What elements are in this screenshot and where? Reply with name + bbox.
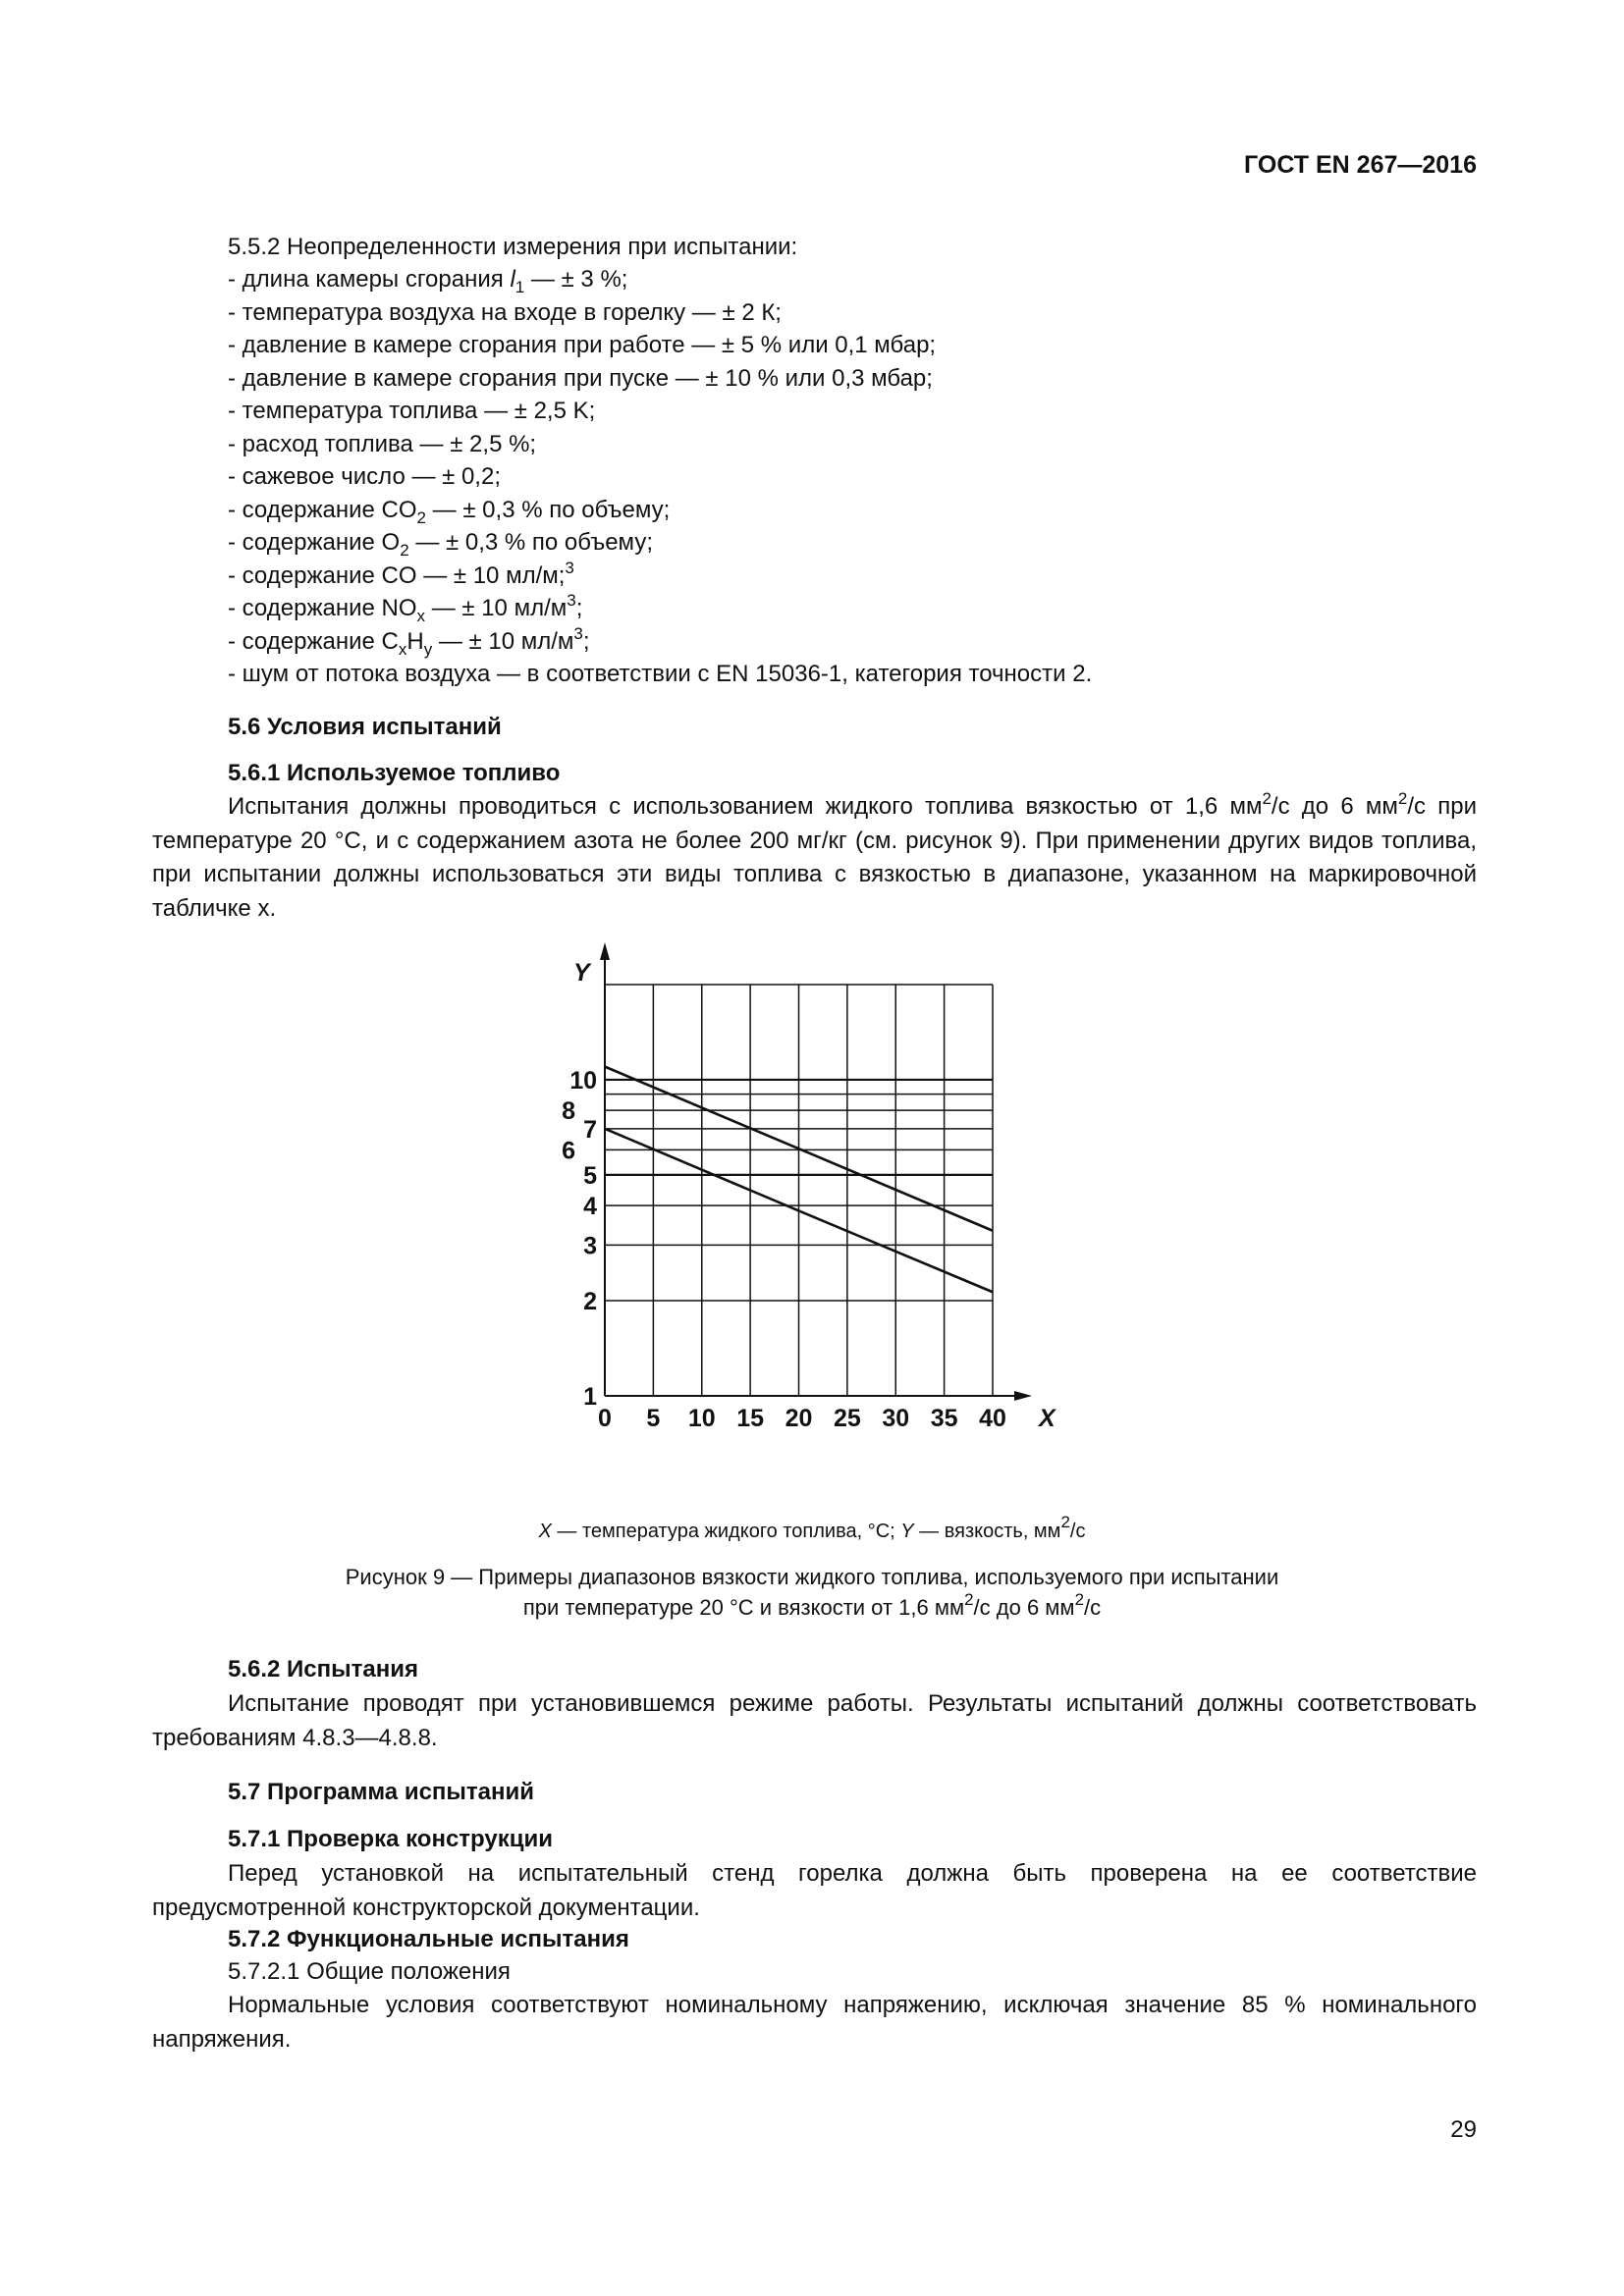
- list-item: [228, 526, 653, 560]
- x-tick-label: 30: [882, 1405, 910, 1432]
- figure-caption-line2: [0, 1592, 1624, 1623]
- figure-legend: [0, 1513, 1624, 1547]
- x-tick-label: 25: [833, 1405, 861, 1432]
- list-item-pre: - содержание NO: [228, 595, 417, 621]
- figure-caption-line1: Рисунок 9 — Примеры диапазонов вязкости жидкого топлива, используемого при испытании: [345, 1565, 1279, 1589]
- list-item: [228, 560, 574, 593]
- section-5-6-2-text: Испытание проводят при установившемся режиме работы. Результаты испытаний должны соответствовать требованиям 4.8.3—4.8.8.: [152, 1690, 1477, 1751]
- section-5-7-1-title: 5.7.1 Проверка конструкции: [228, 1826, 554, 1852]
- text-part: /с до 6 мм: [1271, 793, 1398, 820]
- list-item-pre: - содержание O: [228, 529, 401, 556]
- list-item-post: ;: [558, 561, 566, 589]
- list-item-post: — ± 3 %;: [524, 266, 628, 293]
- x-tick-label: 20: [785, 1405, 813, 1432]
- list-item: [228, 428, 536, 461]
- list-item-post2: ;: [582, 627, 590, 655]
- list-item-pre: - расход топлива — ± 2,5 %;: [228, 430, 537, 457]
- list-item-sub: x: [416, 607, 426, 625]
- section-5-7-title: 5.7 Программа испытаний: [228, 1779, 535, 1805]
- section-5-7-2-1-text: Нормальные условия соответствуют номинальному напряжению, исключая значение 85 % номинального напряжения.: [152, 1992, 1477, 2053]
- list-item-pre: - сажевое число — ± 0,2;: [228, 463, 501, 490]
- list-item: [228, 263, 627, 296]
- list-item: [228, 625, 590, 659]
- list-item-sup: 3: [567, 591, 576, 610]
- list-item-sub2: y: [423, 639, 433, 659]
- page-number: 29: [1450, 2116, 1477, 2143]
- y-axis-label: Y: [573, 959, 590, 987]
- section-5-6-1-title: 5.6.1 Используемое топливо: [228, 760, 561, 786]
- list-item-mid: H: [406, 627, 424, 655]
- y-axis-arrow-icon: [600, 942, 610, 960]
- list-item-pre: - содержание CO: [228, 496, 417, 523]
- section-5-7-2-1-title: 5.7.2.1 Общие положения: [228, 1958, 511, 1985]
- list-item-pre: - содержание CO — ± 10 мл/м: [228, 561, 559, 589]
- list-item: [228, 658, 1092, 691]
- list-item: [228, 395, 595, 428]
- list-item-pre: - давление в камере сгорания при работе — ± 5 % или 0,1 мбар;: [228, 332, 937, 358]
- viscosity-chart: [550, 942, 1139, 1492]
- text-part: при температуре 20 °С и вязкости от 1,6 мм: [522, 1595, 965, 1620]
- list-item-sub: 1: [514, 278, 525, 296]
- list-item-sub: x: [398, 639, 407, 659]
- list-item-pre: - температура топлива — ± 2,5 K;: [228, 398, 596, 424]
- list-item: [228, 329, 936, 362]
- list-item-pre: - длина камеры сгорания: [228, 266, 511, 293]
- list-item-post: — ± 10 мл/м: [432, 627, 574, 655]
- text-part: /с до 6 мм: [973, 1595, 1075, 1620]
- legend-x-text: — температура жидкого топлива, °С;: [551, 1521, 901, 1542]
- superscript: 2: [1060, 1513, 1070, 1531]
- list-item-post: — ± 10 мл/м: [425, 595, 568, 621]
- legend-x: X: [538, 1521, 552, 1542]
- list-item: [228, 494, 670, 527]
- text-part: Испытания должны проводиться с использованием жидкого топлива вязкостью от 1,6 мм: [228, 793, 1263, 820]
- x-axis-arrow-icon: [1014, 1391, 1032, 1401]
- section-5-6-title: 5.6 Условия испытаний: [228, 714, 502, 740]
- section-5-7-1-text: Перед установкой на испытательный стенд горелка должна быть проверена на ее соответствие предусмотренной конструкторской документации.: [152, 1860, 1477, 1921]
- list-item-post: — ± 0,3 % по объему;: [408, 529, 653, 556]
- y-tick-label: 8: [562, 1097, 575, 1126]
- x-axis-label: X: [1039, 1405, 1056, 1432]
- list-item-post2: ;: [575, 595, 583, 621]
- section-5-7-2-title: 5.7.2 Функциональные испытания: [228, 1926, 629, 1952]
- y-tick-label: 4: [583, 1193, 597, 1221]
- list-item-it: l: [510, 266, 515, 293]
- list-item-sub: 2: [416, 507, 426, 527]
- list-item-pre: - содержание C: [228, 627, 399, 655]
- text-part: /с при температуре 20 °С, и с содержанием азота не более 200 мг/кг (см. рисунок 9). При применении других видов топлива, при испытании должны использоваться эти виды топлива с вязкостью в диапазоне, указанном на маркировочной табличке x.: [152, 793, 1478, 922]
- y-tick-label: 2: [583, 1288, 597, 1316]
- superscript: 2: [1397, 789, 1408, 808]
- list-item-sub: 2: [400, 541, 409, 560]
- list-item: [228, 362, 933, 396]
- superscript: 2: [1262, 789, 1272, 808]
- list-item-post: — ± 0,3 % по объему;: [426, 496, 671, 523]
- x-tick-label: 40: [979, 1405, 1006, 1432]
- text-part: /с: [1084, 1595, 1102, 1620]
- superscript: 2: [1074, 1590, 1085, 1609]
- y-tick-label: 3: [583, 1232, 597, 1260]
- legend-y-text: — вязкость, мм: [913, 1521, 1061, 1542]
- x-tick-label: 10: [687, 1405, 716, 1432]
- list-item: [228, 296, 782, 330]
- x-tick-label: 5: [646, 1405, 661, 1432]
- y-tick-label: 1: [583, 1383, 597, 1411]
- y-tick-label: 7: [583, 1115, 597, 1144]
- list-item-sup: 3: [565, 558, 574, 577]
- list-item-pre: - давление в камере сгорания при пуске — ± 10 % или 0,3 мбар;: [228, 364, 933, 392]
- x-tick-label: 0: [598, 1405, 612, 1432]
- list-item-sup: 3: [573, 623, 583, 643]
- legend-y: Y: [900, 1521, 914, 1542]
- list-item-pre: - шум от потока воздуха — в соответствии с EN 15036-1, категория точности 2.: [228, 661, 1093, 687]
- superscript: 2: [964, 1590, 974, 1609]
- section-5-6-1-text: [152, 790, 1477, 926]
- y-tick-label: 6: [562, 1137, 575, 1165]
- section-5-5-2-title: 5.5.2 Неопределенности измерения при испытании:: [228, 234, 798, 260]
- legend-end: /с: [1069, 1521, 1086, 1542]
- list-item: [228, 592, 582, 625]
- x-tick-label: 15: [736, 1405, 765, 1432]
- y-tick-label: 10: [569, 1066, 597, 1095]
- list-item: [228, 460, 501, 494]
- list-item-pre: - температура воздуха на входе в горелку — ± 2 К;: [228, 298, 782, 326]
- y-tick-label: 5: [583, 1161, 597, 1190]
- section-5-6-2-title: 5.6.2 Испытания: [228, 1656, 418, 1682]
- document-id: ГОСТ EN 267—2016: [1244, 151, 1477, 179]
- x-tick-label: 35: [930, 1405, 958, 1432]
